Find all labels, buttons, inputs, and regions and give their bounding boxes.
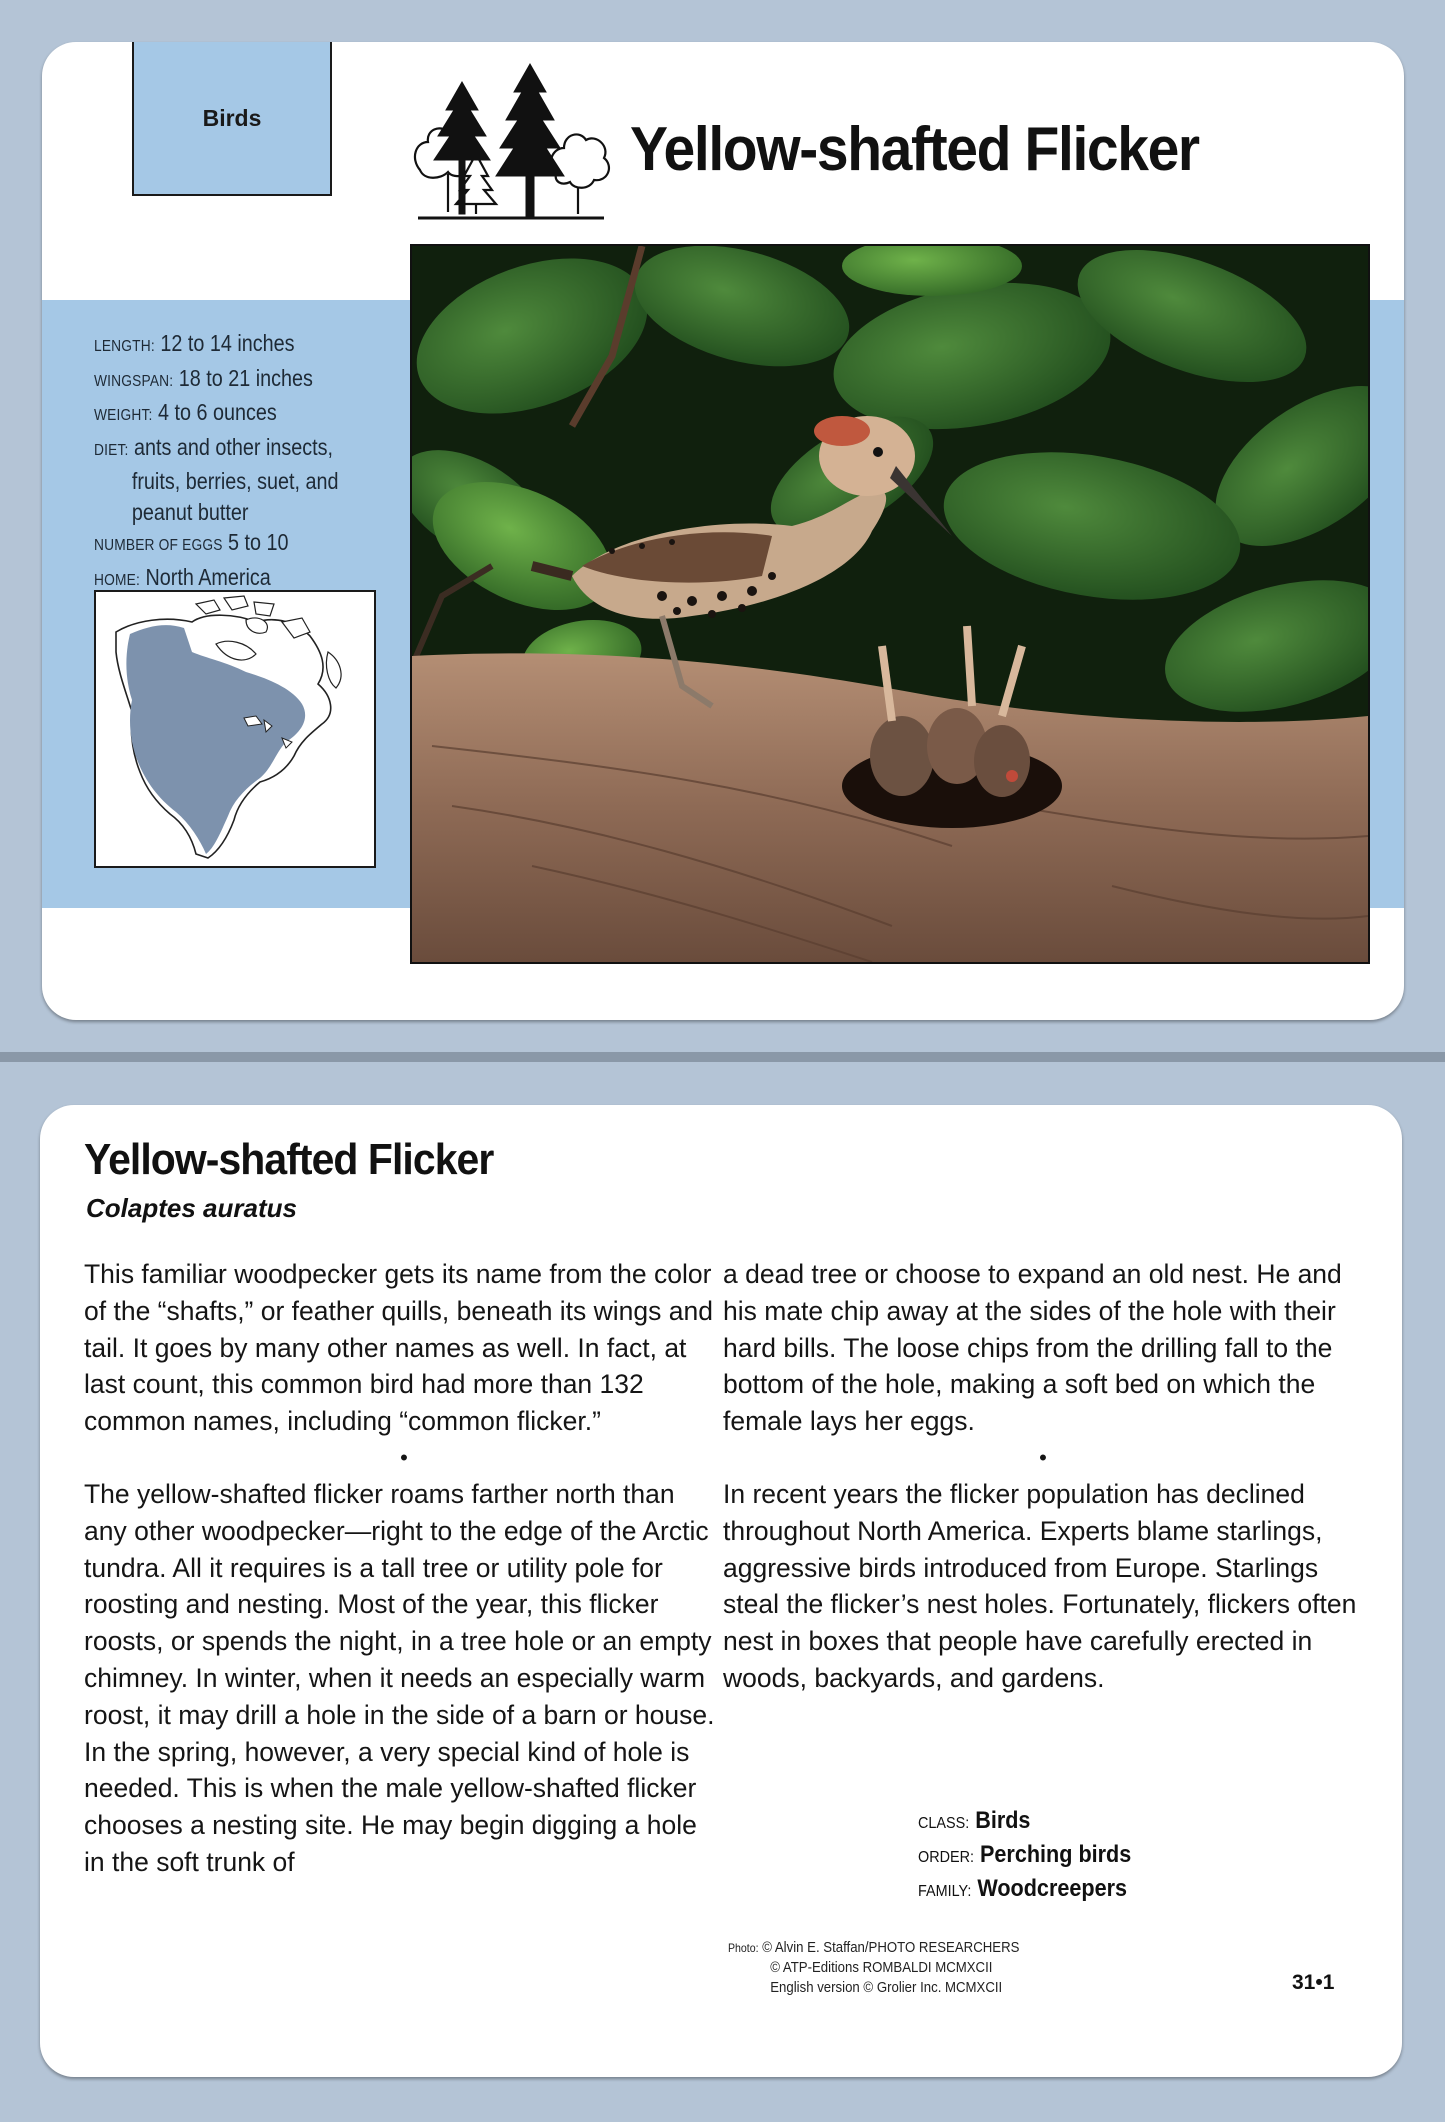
stat-diet	[94, 432, 369, 467]
stat-eggs	[94, 527, 369, 562]
classification	[918, 1805, 1155, 1907]
family-value: Woodcreepers	[977, 1875, 1128, 1902]
paragraph-2: The yellow-shafted flicker roams farther north than any other woodpecker—right to the edge of the Arctic tundra. All it requires is a tall tree or utility pole for roosting and nesting. Most of the year, this flicker roosts, or spends the night, in a tree hole or an empty chimney. In winter, when it needs an especially warm roost, it may drill a hole in the side of a barn or house. In the spring, however, a very special kind of hole is needed. This is when the male yellow-shafted flicker chooses a nesting site. He may begin digging a hole in the soft trunk of	[84, 1478, 715, 1877]
forest-trees-icon	[408, 62, 614, 230]
class-row	[918, 1805, 1131, 1839]
back-card	[40, 1105, 1402, 2077]
bird-photo	[410, 244, 1370, 964]
paragraph-4: In recent years the flicker population has declined throughout North America. Experts blame starlings, aggressive birds introduced from Europe. Starlings steal the flicker’s nest holes. Fortunately, flickers often nest in boxes that people have carefully erected in woods, backyards, and gardens.	[723, 1478, 1357, 1693]
stats-list	[94, 328, 414, 596]
photo-label: Photo:	[728, 1941, 759, 1955]
card-number: 31•1	[1292, 1971, 1335, 1994]
stat-eggs-label: NUMBER OF EGGS	[94, 537, 223, 554]
stat-wingspan-label: WINGSPAN:	[94, 372, 174, 390]
stat-home-label: HOME:	[94, 571, 140, 589]
credit-line-3: English version © Grolier Inc. MCMXCII	[770, 1979, 1003, 1996]
stat-diet-line3: peanut butter	[131, 498, 249, 525]
back-title: Yellow-shafted Flicker	[84, 1135, 494, 1184]
stat-weight-label: WEIGHT:	[94, 407, 153, 424]
front-title: Yellow-shafted Flicker	[630, 115, 1199, 184]
credit-line-2: © ATP-Editions ROMBALDI MCMXCII	[770, 1959, 993, 1976]
stat-wingspan	[94, 363, 369, 398]
paragraph-1: This familiar woodpecker gets its name from the color of the “shafts,” or feather quills, beneath its wings and tail. It goes by many other names as well. In fact, at last count, this common bird had more than 132 common names, including “common flicker.”	[84, 1259, 713, 1437]
paragraph-separator: •	[400, 1444, 408, 1470]
stat-length	[94, 328, 369, 363]
category-tab	[132, 42, 332, 196]
photo-credits	[728, 1938, 1059, 1998]
stat-weight-value: 4 to 6 ounces	[158, 399, 277, 425]
range-map	[94, 590, 376, 868]
background-divider	[0, 1052, 1445, 1062]
family-label: FAMILY:	[918, 1883, 972, 1900]
family-row	[918, 1873, 1131, 1907]
class-label: CLASS:	[918, 1815, 970, 1832]
stat-eggs-value: 5 to 10	[228, 529, 289, 555]
category-label: Birds	[202, 104, 262, 131]
stat-length-label: LENGTH:	[94, 338, 155, 355]
stat-diet-label: DIET:	[94, 441, 129, 459]
credit-line-1-text: © Alvin E. Staffan/PHOTO RESEARCHERS	[762, 1939, 1020, 1956]
stat-diet-line1: ants and other insects,	[134, 433, 334, 460]
paragraph-3: a dead tree or choose to expand an old nest. He and his mate chip away at the sides of the hole with their hard bills. The loose chips from the drilling fall to the bottom of the hole, making a soft bed on which the female lays her eggs.	[723, 1259, 1342, 1437]
stat-length-value: 12 to 14 inches	[160, 330, 295, 356]
credit-line-1	[728, 1938, 1019, 1958]
order-value: Perching birds	[980, 1841, 1132, 1868]
class-value: Birds	[975, 1807, 1031, 1834]
text-column-left	[84, 1256, 724, 1881]
text-column-right	[723, 1256, 1363, 1697]
stat-home-value: North America	[145, 563, 271, 590]
north-america-range-map-icon	[96, 592, 374, 866]
order-label: ORDER:	[918, 1849, 975, 1866]
paragraph-separator: •	[1039, 1444, 1047, 1470]
scientific-name: Colaptes auratus	[86, 1193, 297, 1223]
flicker-feeding-nestlings-photo	[412, 246, 1368, 962]
stat-wingspan-value: 18 to 21 inches	[178, 364, 313, 391]
stat-weight	[94, 397, 369, 432]
stat-diet-line2: fruits, berries, suet, and	[131, 468, 339, 494]
order-row	[918, 1839, 1131, 1873]
front-card	[42, 42, 1404, 1020]
